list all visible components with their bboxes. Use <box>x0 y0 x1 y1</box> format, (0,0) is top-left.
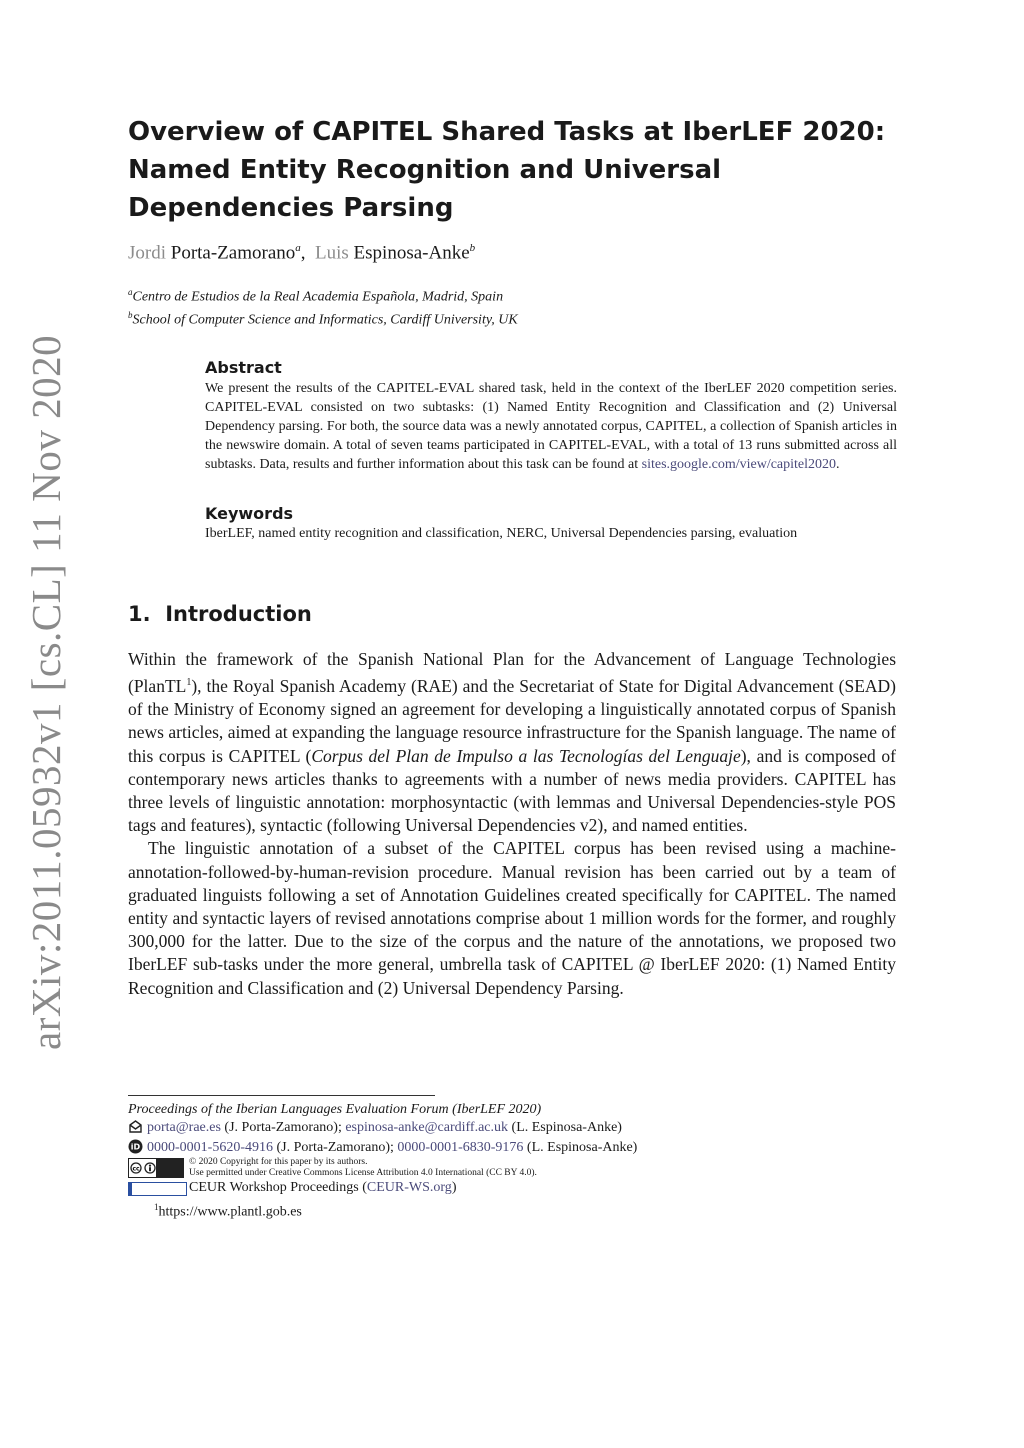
envelope-icon <box>128 1119 143 1140</box>
para1-a: Within the framework of the Spanish National Plan for the Advancement of Language Technologies (PlanTL <box>128 649 896 697</box>
orcid-link[interactable]: 0000-0001-5620-4916 <box>147 1140 273 1155</box>
ceur-text: CEUR Workshop Proceedings ( <box>189 1180 367 1195</box>
affil-mark: b <box>128 310 133 320</box>
footnote-rule <box>128 1095 435 1096</box>
author-last-name: Espinosa-Anke <box>353 242 470 264</box>
svg-text:iD: iD <box>130 1142 141 1152</box>
para1-italic: Corpus del Plan de Impulso a las Tecnologías del Lenguaje <box>311 745 741 766</box>
para1-c: ), and is composed of contemporary news articles thanks to agreements with a number of news media providers. CAPITEL has three levels of linguistic annotation: morphosyntactic (with lemmas and Universal Dependencies-style POS tags and features), syntactic (following Universal Dependencies v2), and named entities. <box>128 745 896 836</box>
ceur-link[interactable]: CEUR-WS.org <box>366 1180 452 1195</box>
author-list: Jordi Porta-Zamorano$^a$, Luis Espinosa-Anke$^b$ <box>128 242 476 264</box>
email-line <box>128 1119 622 1140</box>
abstract-heading: Abstract <box>205 358 282 377</box>
orcid-icon <box>128 1139 143 1160</box>
arxiv-identifier: arXiv:2011.05932v1 [cs.CL] 11 Nov 2020 <box>23 334 69 1050</box>
section-heading <box>128 602 312 626</box>
author-first-name[interactable]: Jordi <box>128 242 166 264</box>
section-number: 1. <box>128 602 151 626</box>
proceedings-note <box>128 1101 541 1119</box>
keywords-text: IberLEF, named entity recognition and classification, NERC, Universal Dependencies parsing, evaluation <box>205 526 798 541</box>
cc-by-icon <box>128 1158 184 1178</box>
author-affil-mark: a <box>295 242 301 254</box>
paragraph: The linguistic annotation of a subset of the CAPITEL corpus has been revised using a machine-annotation-followed-by-human-revision procedure. Manual revision has been carried out by a team of graduated linguists following a set of Annotation Guidelines created specifically for CAPITEL. The named entity and syntactic layers of revised annotations comprise about 1 million words for the former, and roughly 300,000 for the latter. Due to the size of the corpus and the nature of the annotations, we proposed two IberLEF sub-tasks under the more general, umbrella task of CAPITEL @ IberLEF 2020: (1) Named Entity Recognition and Classification and (2) Universal Dependency Parsing. <box>128 838 896 998</box>
affil-text: Centro de Estudios de la Real Academia Española, Madrid, Spain <box>132 289 504 305</box>
license-text: Use permitted under Creative Commons License Attribution 4.0 International (CC BY 4.0). <box>189 1168 537 1178</box>
copyright-text: © 2020 Copyright for this paper by its authors. <box>189 1157 368 1167</box>
keywords-block <box>205 504 897 543</box>
orcid-link[interactable]: 0000-0001-6830-9176 <box>397 1140 524 1155</box>
footnote <box>154 1198 302 1222</box>
email-link[interactable]: espinosa-anke@cardiff.ac.uk <box>345 1120 509 1135</box>
paper-title: Overview of CAPITEL Shared Tasks at IberLEF 2020: Named Entity Recognition and Universal Dependencies Parsing <box>128 117 886 223</box>
affil-mark: a <box>128 287 133 297</box>
affiliation <box>128 310 518 329</box>
affiliation <box>128 287 503 306</box>
orcid-owner: (L. Espinosa-Anke) <box>526 1140 638 1155</box>
keywords-heading: Keywords <box>205 504 294 523</box>
para1-b: ), the Royal Spanish Academy (RAE) and the Secretariat of State for Digital Advancement (SEAD) of the Ministry of Economy signed an agreement for developing a linguistically annotated corpus of Spanish news articles, aimed at expanding the language resource infrastructure for the Spanish language. The name of this corpus is CAPITEL ( <box>128 676 896 766</box>
paragraph <box>128 648 896 837</box>
abstract-body: We present the results of the CAPITEL-EVAL shared task, held in the context of the IberLEF 2020 competition series. CAPITEL-EVAL consisted on two subtasks: (1) Named Entity Recognition and Classification and (2) Universal Dependency parsing. For both, the source data was a newly annotated corpus, CAPITEL, a collection of Spanish articles in the newswire domain. A total of seven teams participated in CAPITEL-EVAL, with a total of 13 runs submitted across all subtasks. Data, results and further information about this task can be found at <box>205 381 897 472</box>
abstract-text <box>205 379 897 474</box>
footnote-number: 1 <box>154 1202 159 1212</box>
email-link[interactable]: porta@rae.es <box>147 1120 221 1135</box>
email-owner: (L. Espinosa-Anke) <box>511 1120 622 1135</box>
ceur-end: ) <box>451 1180 457 1195</box>
proceedings-text: Proceedings of the Iberian Languages Evaluation Forum (IberLEF 2020) <box>128 1102 542 1117</box>
email-owner: (J. Porta-Zamorano); <box>224 1120 342 1135</box>
abstract-block <box>205 358 897 474</box>
section-title: Introduction <box>165 602 312 626</box>
ceur-logo-icon <box>128 1182 187 1196</box>
author-first-name[interactable]: Luis <box>315 242 349 264</box>
svg-text:cc: cc <box>131 1165 140 1173</box>
author-last-name: Porta-Zamorano <box>170 242 296 264</box>
orcid-owner: (J. Porta-Zamorano); <box>276 1140 394 1155</box>
abstract-link[interactable]: sites.google.com/view/capitel2020 <box>641 457 837 472</box>
intro-body <box>128 648 896 1000</box>
abstract-end: . <box>836 457 840 472</box>
ceur-line <box>189 1179 456 1197</box>
footnote-url[interactable]: https://www.plantl.gob.es <box>158 1204 302 1220</box>
affil-text: School of Computer Science and Informatics, Cardiff University, UK <box>132 312 518 328</box>
footnote-marker[interactable]: 1 <box>186 677 192 689</box>
author-affil-mark: b <box>469 242 476 254</box>
